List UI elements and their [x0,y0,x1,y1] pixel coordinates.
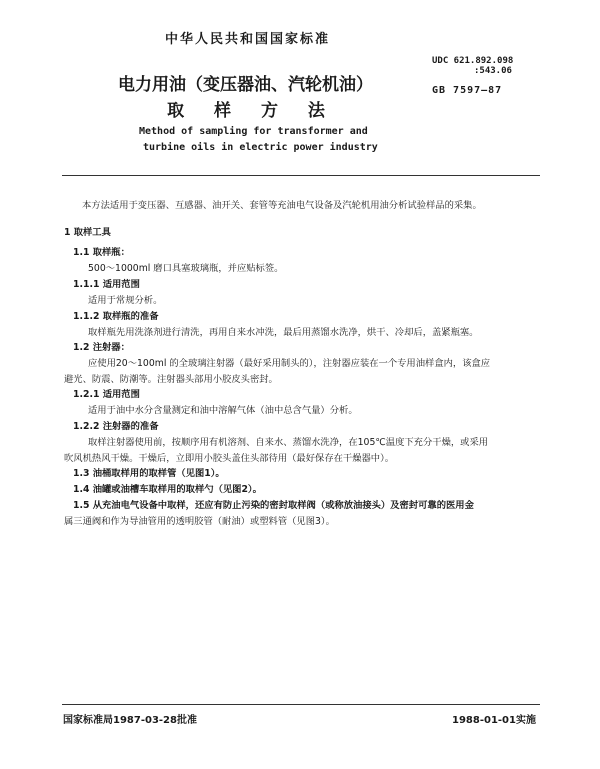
title-zh-line2: 取 样 方 法 [167,101,337,121]
section-1-2-text-a: 应使用20～100ml 的全玻璃注射器（最好采用制头的），注射器应装在一个专用油样盒内，该盒应 [88,358,491,369]
section-1-2-1-heading: 1.2.1 适用范围 [73,389,140,400]
section-1-1-heading: 1.1 取样瓶： [73,247,130,258]
section-1-2-text-b: 避光、防震、防潮等。注射器头部用小胶皮头密封。 [64,374,278,385]
udc-code-sub: :543.06 [474,66,512,76]
section-1-2-2-text-b: 吹风机热风干燥。干燥后，立即用小胶头盖住头部待用（最好保存在干燥器中）。 [64,453,395,464]
intro-paragraph: 本方法适用于变压器、互感器、油开关、套管等充油电气设备及汽轮机用油分析试验样品的采集。 [82,200,482,211]
section-1-1-2-heading: 1.1.2 取样瓶的准备 [73,311,159,322]
section-1-heading: 1 取样工具 [64,227,111,238]
effective-date: 1988-01-01实施 [452,715,536,726]
footer-divider [62,704,540,705]
gb-standard-number: GB 7597—87 [432,85,503,96]
section-1-2-1-text: 适用于油中水分含量测定和油中溶解气体（油中总含气量）分析。 [88,405,358,416]
section-1-2-heading: 1.2 注射器： [73,342,130,353]
approval-date: 国家标准局1987-03-28批准 [63,715,197,726]
title-en-line2: turbine oils in electric power industry [143,142,378,153]
header-divider [62,175,540,176]
udc-code: UDC 621.892.098 [432,56,514,66]
section-1-2-2-heading: 1.2.2 注射器的准备 [73,421,159,432]
section-1-5-text-a: 1.5 从充油电气设备中取样，还应有防止污染的密封取样阀（或称放油接头）及密封可靠的医用金 [73,500,474,511]
section-1-1-1-heading: 1.1.1 适用范围 [73,279,140,290]
section-1-5-text-b: 属三通阀和作为导油管用的透明胶管（耐油）或塑料管（见图3）。 [64,516,335,527]
section-1-3-heading: 1.3 油桶取样用的取样管（见图1）。 [73,468,225,479]
section-1-1-2-text: 取样瓶先用洗涤剂进行清洗，再用自来水冲洗，最后用蒸馏水洗净，烘干、冷却后，盖紧瓶塞。 [88,327,479,338]
section-1-2-2-text-a: 取样注射器使用前，按顺序用有机溶剂、自来水、蒸馏水洗净，在105℃温度下充分干燥，或采用 [88,437,489,448]
issuing-authority: 中华人民共和国国家标准 [165,32,331,47]
title-zh-line1: 电力用油（变压器油、汽轮机油） [118,75,373,95]
section-1-1-text: 500～1000ml 磨口具塞玻璃瓶，并应贴标签。 [88,263,284,274]
section-1-1-1-text: 适用于常规分析。 [88,295,163,306]
title-en-line1: Method of sampling for transformer and [139,126,368,137]
section-1-4-heading: 1.4 油罐或油槽车取样用的取样勺（见图2）。 [73,484,262,495]
